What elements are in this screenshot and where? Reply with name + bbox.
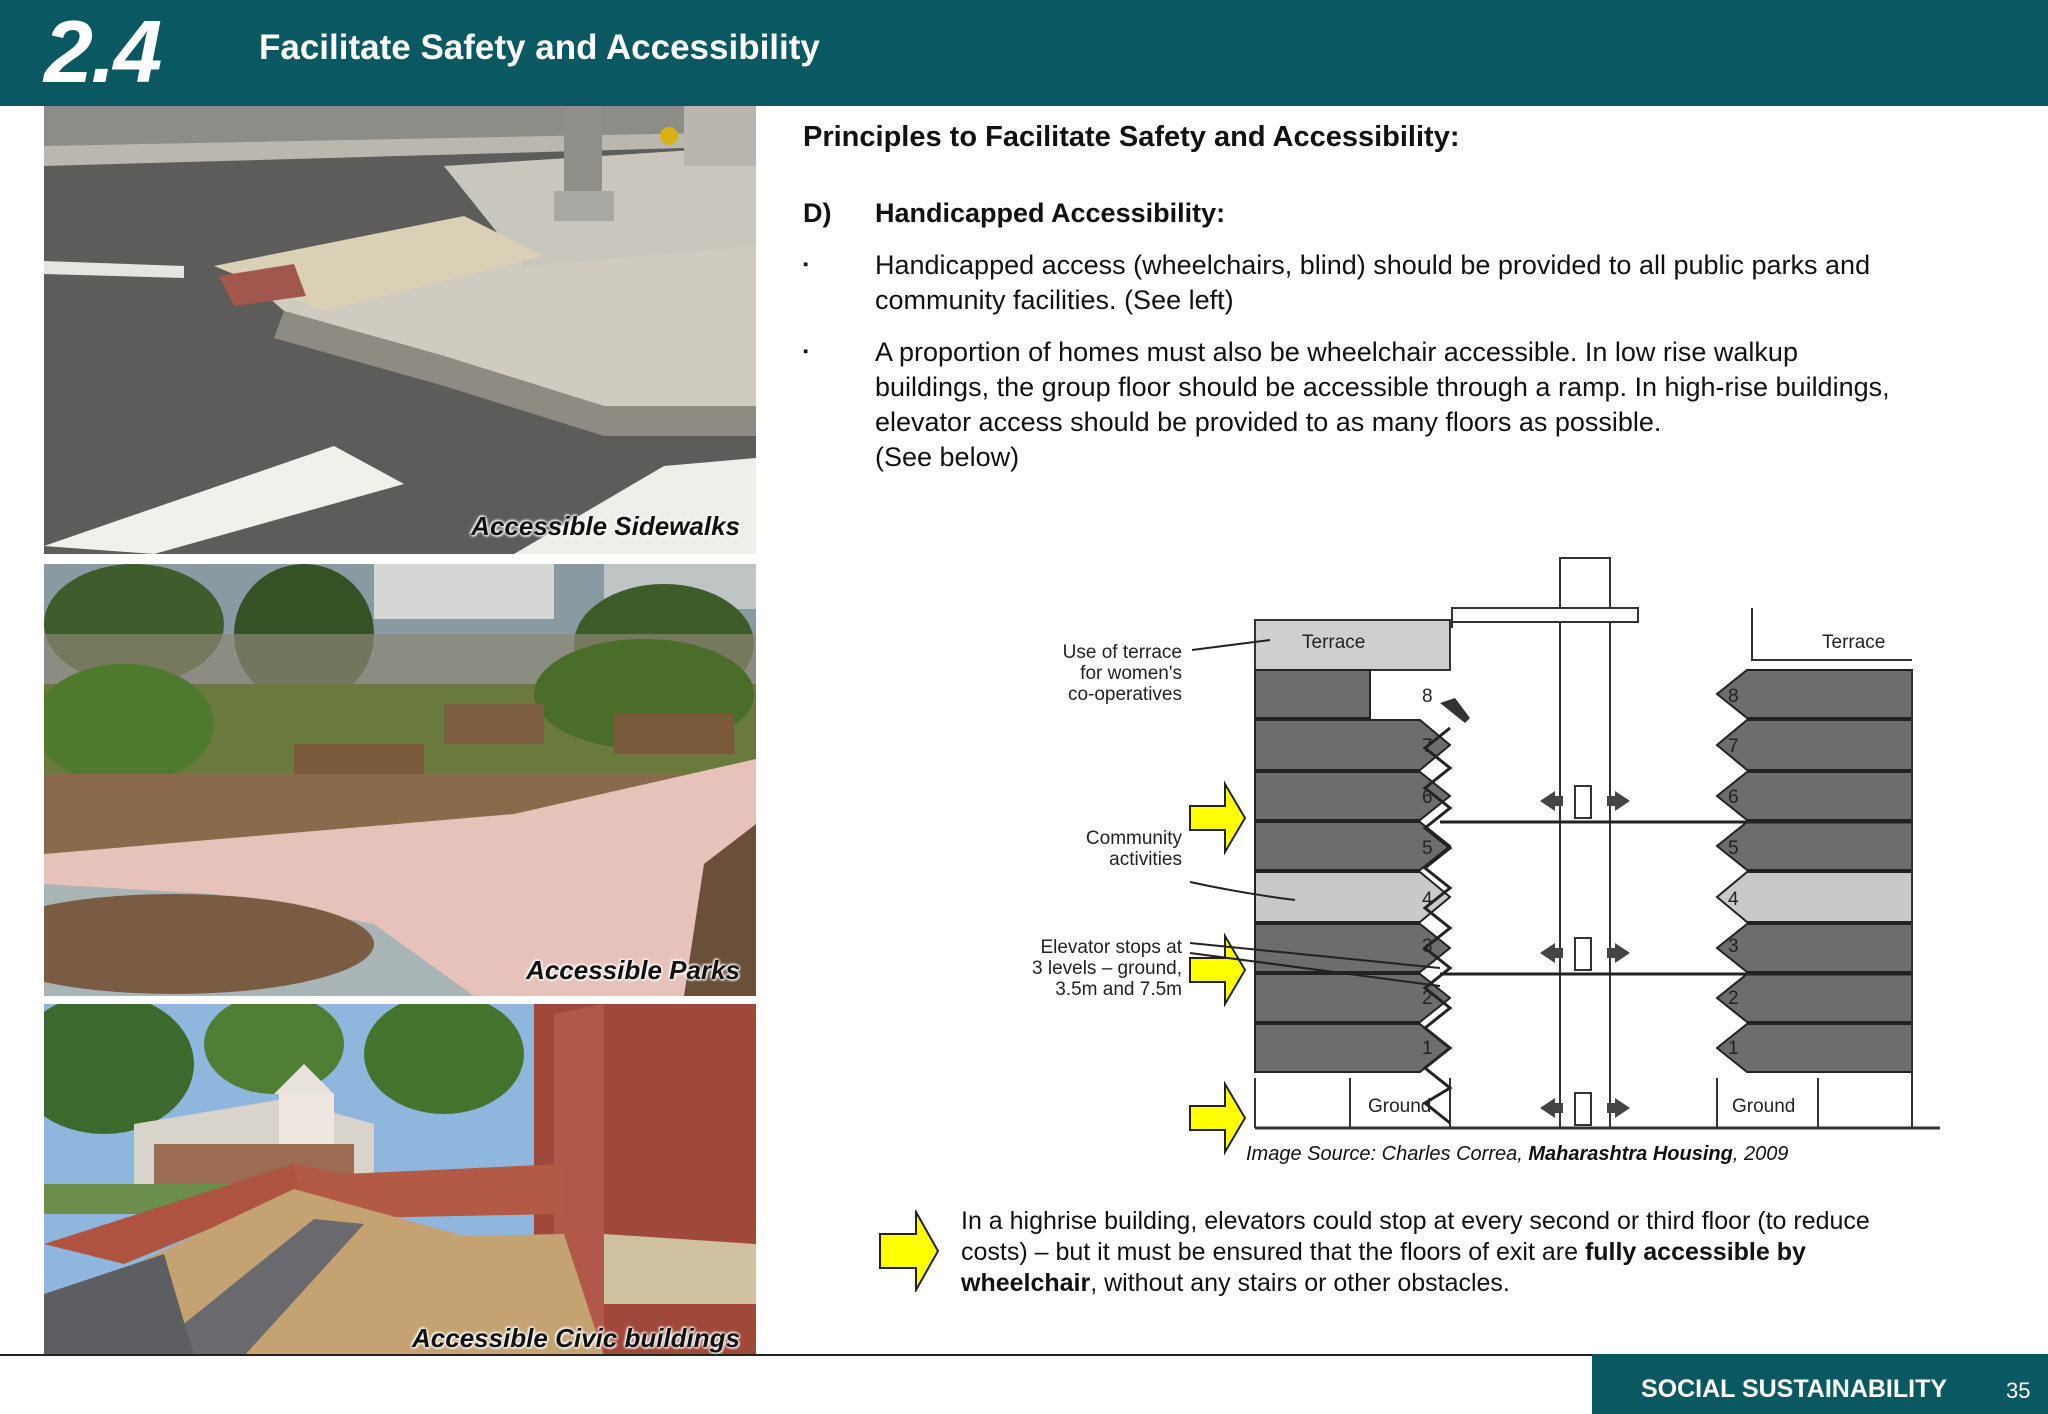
photo-caption: Accessible Civic buildings <box>412 1323 740 1353</box>
image-source-title: Maharashtra Housing <box>1528 1143 1733 1165</box>
floor-number-left: 2 <box>1422 988 1433 1009</box>
label-elevator-2: 3 levels – ground, <box>1032 958 1182 979</box>
floor-number-left: 6 <box>1422 787 1433 808</box>
bullet-line: elevator access should be provided to as many floors as possible. <box>875 407 1662 437</box>
section-header <box>0 0 2048 106</box>
footer-divider <box>0 1354 1592 1356</box>
image-source-prefix: Image Source: Charles Correa, <box>1246 1143 1529 1165</box>
floor-number-left: 3 <box>1422 936 1433 957</box>
photo-accessible-civic-buildings <box>44 1004 756 1356</box>
label-community-1: Community <box>1085 828 1182 849</box>
floor-number-right: 1 <box>1728 1038 1739 1059</box>
roof-band <box>1452 608 1638 622</box>
bullet-line: community facilities. (See left) <box>875 285 1234 315</box>
floor-number-right: 3 <box>1728 936 1739 957</box>
left-floors <box>1255 670 1450 1072</box>
section-title: Facilitate Safety and Accessibility <box>259 28 820 67</box>
photo-caption: Accessible Sidewalks <box>471 511 740 541</box>
principles-heading: Principles to Facilitate Safety and Accessibility: <box>803 121 1460 153</box>
note-text-part1: In a highrise building, elevators could stop at every second or third floor (to reduce costs) – but it must be ensured that the floors of exit are <box>961 1207 1870 1266</box>
label-terrace-use-3: co-operatives <box>1067 684 1182 705</box>
floor-number-left: 1 <box>1422 1038 1433 1059</box>
page-number: 35 <box>2006 1378 2031 1403</box>
right-floors <box>1717 670 1912 1072</box>
bullet-line: Handicapped access (wheelchairs, blind) should be provided to all public parks and <box>875 250 1871 280</box>
item-d-letter: D) <box>803 198 832 228</box>
bullet-line: buildings, the group floor should be accessible through a ramp. In high-rise buildings, <box>875 372 1890 402</box>
section-number: 2.4 <box>44 2 161 101</box>
note-text-bold: fully accessible by wheelchair <box>961 1238 1806 1297</box>
bullet-marker: ▪ <box>803 256 809 273</box>
note-arrow-icon <box>878 1210 940 1292</box>
elevator-shaft <box>1560 558 1610 1128</box>
floor-number-left: 4 <box>1422 889 1433 910</box>
photo-accessible-parks <box>44 564 756 996</box>
label-terrace-use-2: for women's <box>1080 663 1182 684</box>
photo-caption: Accessible Parks <box>526 955 740 985</box>
photo-accessible-sidewalks <box>44 106 756 554</box>
floor-number-left: 8 <box>1422 686 1433 707</box>
label-terrace-use-1: Use of terrace <box>1062 642 1182 663</box>
bullet-marker: ▪ <box>803 343 809 360</box>
label-elevator-3: 3.5m and 7.5m <box>1055 979 1182 1000</box>
elevator-note <box>961 1206 1941 1299</box>
floor-number-left: 7 <box>1422 736 1433 757</box>
footer-section-label: SOCIAL SUSTAINABILITY <box>1641 1375 1948 1403</box>
image-source-suffix: , 2009 <box>1732 1143 1789 1165</box>
label-terrace-right: Terrace <box>1822 632 1886 653</box>
highlight-arrows <box>1190 784 1245 1152</box>
floor-number-right: 6 <box>1728 787 1739 808</box>
note-text-part2: , without any stairs or other obstacles. <box>1090 1269 1510 1297</box>
label-terrace-left: Terrace <box>1302 632 1366 653</box>
floor-number-right: 4 <box>1728 889 1739 910</box>
label-elevator-1: Elevator stops at <box>1040 937 1182 958</box>
label-ground-left: Ground <box>1368 1096 1432 1117</box>
label-community-2: activities <box>1109 849 1182 870</box>
item-d-title: Handicapped Accessibility: <box>875 198 1226 228</box>
label-ground-right: Ground <box>1732 1096 1796 1117</box>
highrise-section-diagram <box>1010 548 1970 1168</box>
floor-number-right: 8 <box>1728 686 1739 707</box>
floor-number-left: 5 <box>1422 838 1433 859</box>
bullet-text-wheelchair-homes <box>875 335 1985 475</box>
bullet-line: (See below) <box>875 442 1020 472</box>
bullet-line: A proportion of homes must also be wheelchair accessible. In low rise walkup <box>875 337 1798 367</box>
bullet-text-handicapped-access <box>875 248 1985 318</box>
floor-number-right: 2 <box>1728 988 1739 1009</box>
floor-number-right: 5 <box>1728 838 1739 859</box>
image-source-credit <box>1246 1143 1788 1166</box>
floor-number-right: 7 <box>1728 736 1739 757</box>
